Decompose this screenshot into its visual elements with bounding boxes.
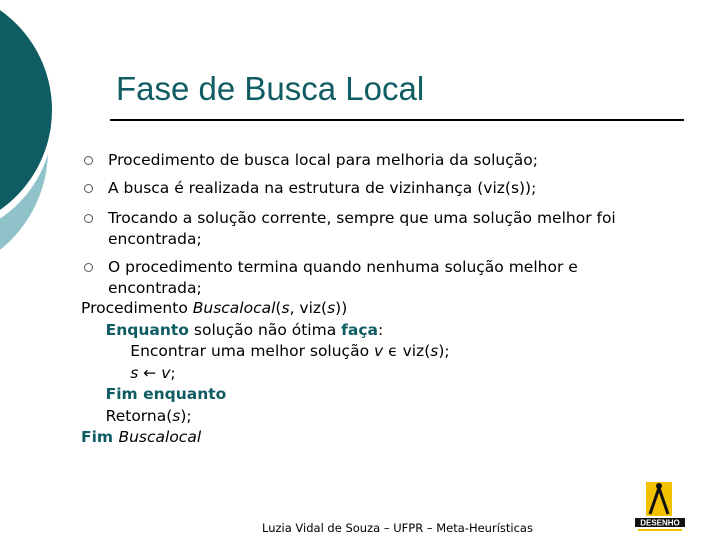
bullet-text: Procedimento de busca local para melhoria da solução; [108, 151, 538, 169]
algo-line-endwhile [81, 385, 226, 403]
svg-text:DESENHO: DESENHO [640, 518, 680, 528]
algo-var: s [327, 299, 336, 317]
bullet-text: A busca é realizada na estrutura de vizinhança (viz(s)); [108, 179, 537, 197]
bullet-text: O procedimento termina quando nenhuma solução melhor e encontrada; [108, 258, 578, 297]
bullet-marker-icon [84, 263, 93, 272]
algo-keyword: faça [341, 320, 378, 339]
algo-text: Encontrar uma melhor solução [130, 342, 374, 360]
algo-line-end [81, 428, 201, 446]
bullet-item [84, 178, 674, 199]
bullet-item [84, 208, 674, 250]
bullet-item [84, 150, 674, 171]
algo-text: ); [438, 342, 450, 360]
slide-title: Fase de Busca Local [116, 70, 425, 107]
algo-line-header [81, 299, 347, 317]
algo-var: s [172, 406, 181, 425]
algo-text: Retorna( [105, 406, 173, 425]
algo-text: ϵ viz( [383, 342, 431, 360]
algo-keyword: Fim [81, 428, 119, 446]
algo-keyword: Fim enquanto [105, 385, 227, 403]
algo-line-find [81, 342, 450, 360]
algo-text: ; [170, 363, 176, 382]
algo-line-while [81, 321, 383, 339]
algorithm-block [81, 298, 450, 449]
algo-var: s [281, 299, 290, 317]
bullet-item [84, 257, 674, 299]
algo-text: , viz( [289, 299, 328, 317]
algo-name: Buscalocal [118, 428, 202, 446]
algo-text: ( [275, 299, 282, 317]
algo-name: Buscalocal [192, 299, 276, 317]
algo-text: Procedimento [81, 299, 193, 317]
bullet-marker-icon [84, 156, 93, 165]
title-underline [110, 119, 684, 121]
algo-text: ); [180, 406, 192, 425]
algo-keyword: Enquanto [105, 320, 189, 339]
compass-logo-icon [632, 478, 688, 534]
bullet-text: Trocando a solução corrente, sempre que uma solução melhor foi encontrada; [108, 209, 616, 248]
algo-var: s [430, 342, 439, 360]
algo-line-return [81, 407, 192, 425]
bullet-marker-icon [84, 214, 93, 223]
bullet-marker-icon [84, 184, 93, 193]
algo-var: s [130, 363, 139, 382]
algo-line-assign [81, 364, 176, 382]
algo-text: : [377, 320, 384, 339]
algo-var: v [374, 342, 384, 360]
decorative-circles [0, 0, 60, 280]
algo-text: ← [138, 363, 162, 382]
algo-var: v [161, 363, 171, 382]
slide-footer: Luzia Vidal de Souza – UFPR – Meta-Heurísticas [262, 521, 533, 535]
algo-text: )) [335, 299, 348, 317]
algo-text: solução não ótima [188, 320, 342, 339]
